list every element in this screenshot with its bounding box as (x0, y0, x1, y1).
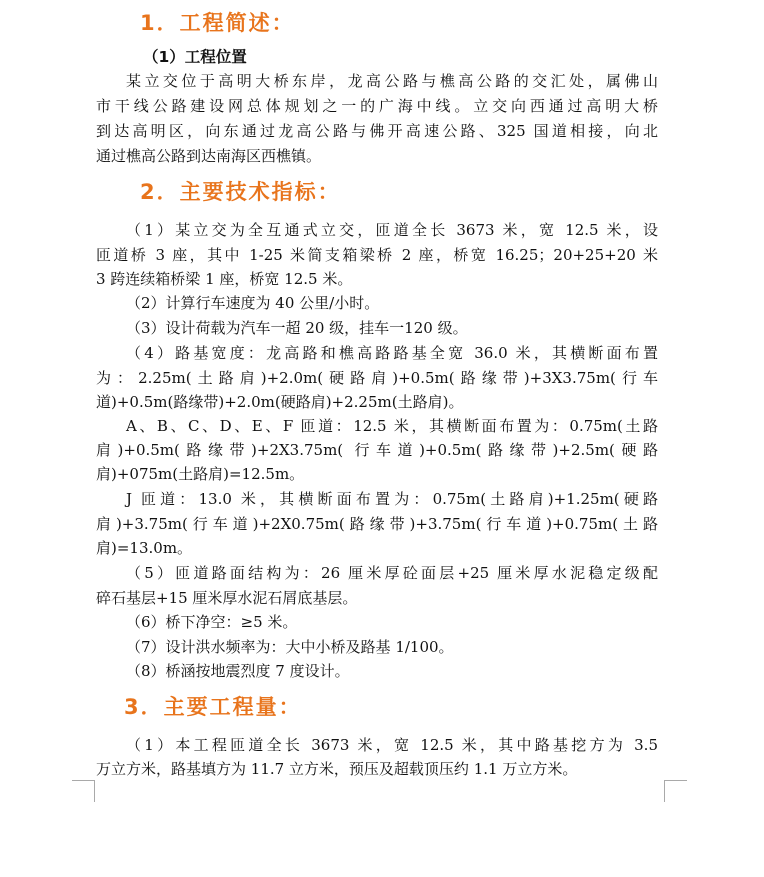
paragraph-line: （4）路基宽度：龙高路和樵高路路基全宽 36.0 米，其横断面布置 (126, 344, 658, 362)
paragraph-line: 肩)+075m(土路肩)=12.5m。 (96, 465, 305, 483)
paragraph-line: 肩)=13.0m。 (96, 539, 193, 557)
paragraph-line: 碎石基层+15 厘米厚水泥石屑底基层。 (96, 589, 358, 607)
paragraph-line: （8）桥涵按地震烈度 7 度设计。 (126, 662, 350, 680)
paragraph-line: 匝道桥 3 座，其中 1-25 米简支箱梁桥 2 座，桥宽 16.25；20+25+20 米 (96, 246, 658, 264)
paragraph-line: （2）计算行车速度为 40 公里/小时。 (126, 294, 380, 312)
paragraph-line: （1）某立交为全互通式立交，匝道全长 3673 米，宽 12.5 米，设 (126, 221, 658, 239)
subheading-location: （1）工程位置 (143, 48, 247, 66)
paragraph-line: （6）桥下净空：≥5 米。 (126, 613, 298, 631)
paragraph-line: 万立方米，路基填方为 11.7 立方米，预压及超载顶压约 1.1 万立方米。 (96, 760, 578, 778)
paragraph-line: （7）设计洪水频率为：大中小桥及路基 1/100。 (126, 638, 454, 656)
paragraph-line: 某立交位于高明大桥东岸，龙高公路与樵高公路的交汇处，属佛山 (126, 72, 658, 90)
paragraph-line: 到达高明区，向东通过龙高公路与佛开高速公路、325 国道相接，向北 (96, 122, 658, 140)
paragraph-line: 通过樵高公路到达南海区西樵镇。 (96, 147, 322, 165)
paragraph-line: 道)+0.5m(路缘带)+2.0m(硬路肩)+2.25m(土路肩)。 (96, 393, 464, 411)
paragraph-line: （3）设计荷载为汽车一超 20 级，挂车一120 级。 (126, 319, 468, 337)
section-heading-overview: 1．工程简述： (140, 11, 295, 35)
section-heading-specs: 2．主要技术指标： (140, 180, 341, 204)
paragraph-line: 3 跨连续箱桥梁 1 座，桥宽 12.5 米。 (96, 270, 353, 288)
paragraph-line: 肩)+0.5m(路缘带)+2X3.75m( 行车道)+0.5m(路缘带)+2.5m(硬路 (96, 441, 658, 459)
paragraph-line: 为：2.25m(土路肩)+2.0m(硬路肩)+0.5m(路缘带)+3X3.75m(行车 (96, 369, 658, 387)
paragraph-line: J 匝道：13.0 米，其横断面布置为：0.75m(土路肩)+1.25m(硬路 (126, 490, 658, 508)
paragraph-line: 市干线公路建设网总体规划之一的广海中线。立交向西通过高明大桥 (96, 97, 658, 115)
paragraph-line: A、B、C、D、E、F 匝道：12.5 米，其横断面布置为：0.75m(土路 (126, 417, 658, 435)
paragraph-line: （1）本工程匝道全长 3673 米，宽 12.5 米，其中路基挖方为 3.5 (126, 736, 658, 754)
paragraph-line: （5）匝道路面结构为：26 厘米厚砼面层+25 厘米厚水泥稳定级配 (126, 564, 658, 582)
section-heading-quantities: 3．主要工程量： (124, 695, 302, 719)
paragraph-line: 肩)+3.75m(行车道)+2X0.75m(路缘带)+3.75m(行车道)+0.75m(土路 (96, 515, 658, 533)
